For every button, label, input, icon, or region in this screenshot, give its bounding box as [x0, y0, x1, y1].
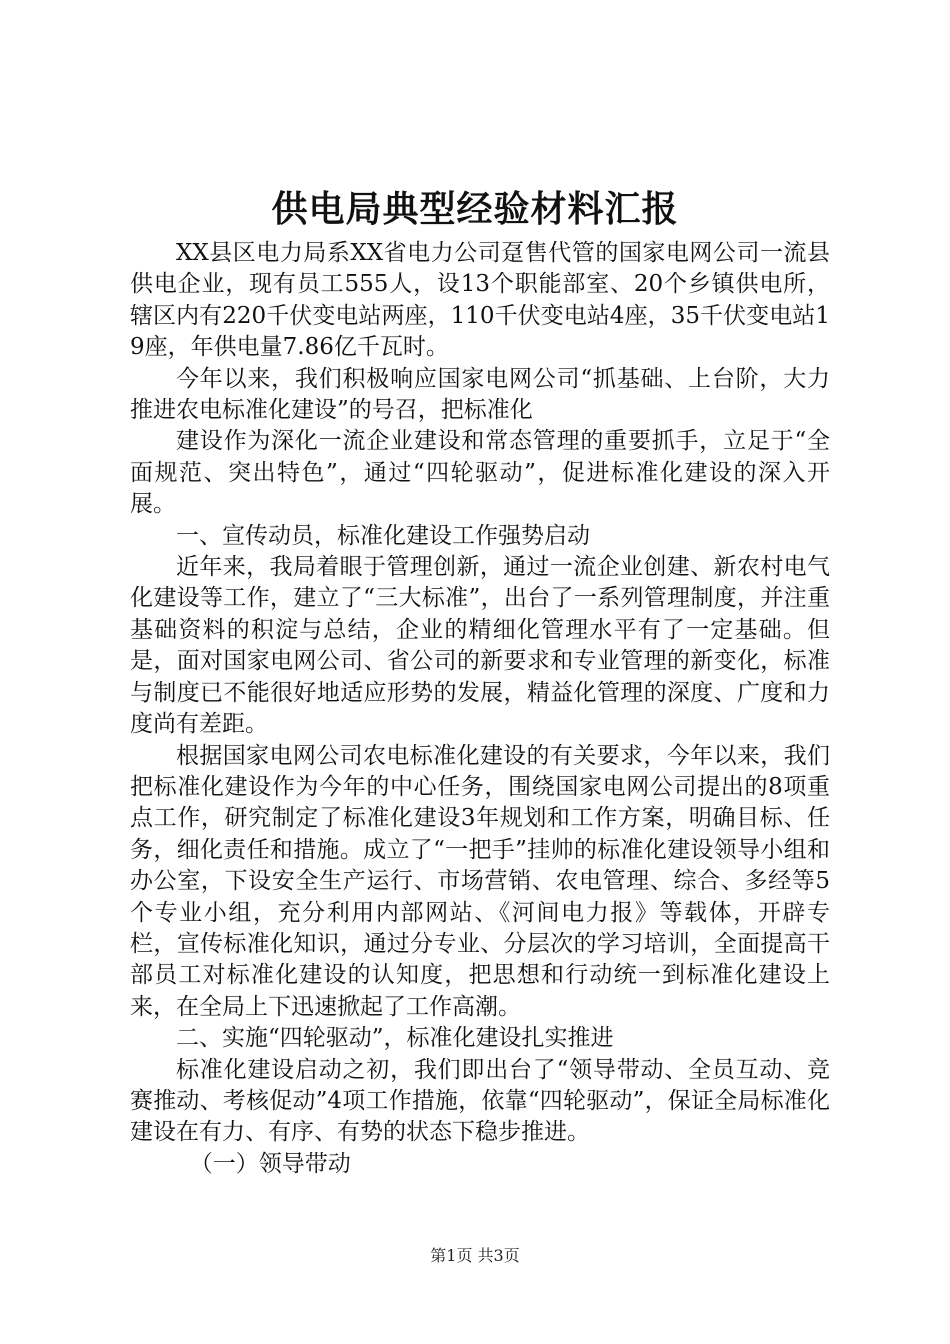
paragraph-call-continued: 建设作为深化一流企业建设和常态管理的重要抓手，立足于“全面规范、突出特色”，通过“四轮驱动”，促进标准化建设的深入开展。 [130, 428, 830, 518]
paragraph-intro: XX县区电力局系XX省电力公司趸售代管的国家电网公司一流县供电企业，现有员工555人，设13个职能部室、20个乡镇供电所，辖区内有220千伏变电站两座，110千伏变电站4座，35千伏变电站19座，年供电量7.86亿千瓦时。 [130, 240, 830, 361]
paragraph-call: 今年以来，我们积极响应国家电网公司“抓基础、上台阶，大力推进农电标准化建设”的号召，把标准化 [130, 365, 830, 424]
paragraph-measures: 根据国家电网公司农电标准化建设的有关要求，今年以来，我们把标准化建设作为今年的中心任务，围绕国家电网公司提出的8项重点工作，研究制定了标准化建设3年规划和工作方案，明确目标、任务，细化责任和措施。成立了“一把手”挂帅的标准化建设领导小组和办公室，下设安全生产运行、市场营销、农电管理、综合、多经等5个专业小组，充分利用内部网站、《河间电力报》等载体，开辟专栏，宣传标准化知识，通过分专业、分层次的学习培训，全面提高干部员工对标准化建设的认知度，把思想和行动统一到标准化建设上来，在全局上下迅速掀起了工作高潮。 [130, 742, 830, 1020]
page-number-footer: 第1页 共3页 [430, 1246, 520, 1265]
subsection-heading-1: （一）领导带动 [189, 1150, 351, 1177]
document-body [130, 238, 830, 1180]
document-title: 供电局典型经验材料汇报 [271, 188, 679, 230]
section-heading-1: 一、宣传动员，标准化建设工作强势启动 [176, 522, 590, 549]
paragraph-background: 近年来，我局着眼于管理创新，通过一流企业创建、新农村电气化建设等工作，建立了“三大标准”，出台了一系列管理制度，并注重基础资料的积淀与总结，企业的精细化管理水平有了一定基础。但是，面对国家电网公司、省公司的新要求和专业管理的新变化，标准与制度已不能很好地适应形势的发展，精益化管理的深度、广度和力度尚有差距。 [130, 554, 830, 738]
paragraph-four-wheel: 标准化建设启动之初，我们即出台了“领导带动、全员互动、竞赛推动、考核促动”4项工作措施，依靠“四轮驱动”，保证全局标准化建设在有力、有序、有势的状态下稳步推进。 [130, 1056, 830, 1146]
section-heading-2: 二、实施“四轮驱动”，标准化建设扎实推进 [176, 1025, 614, 1052]
